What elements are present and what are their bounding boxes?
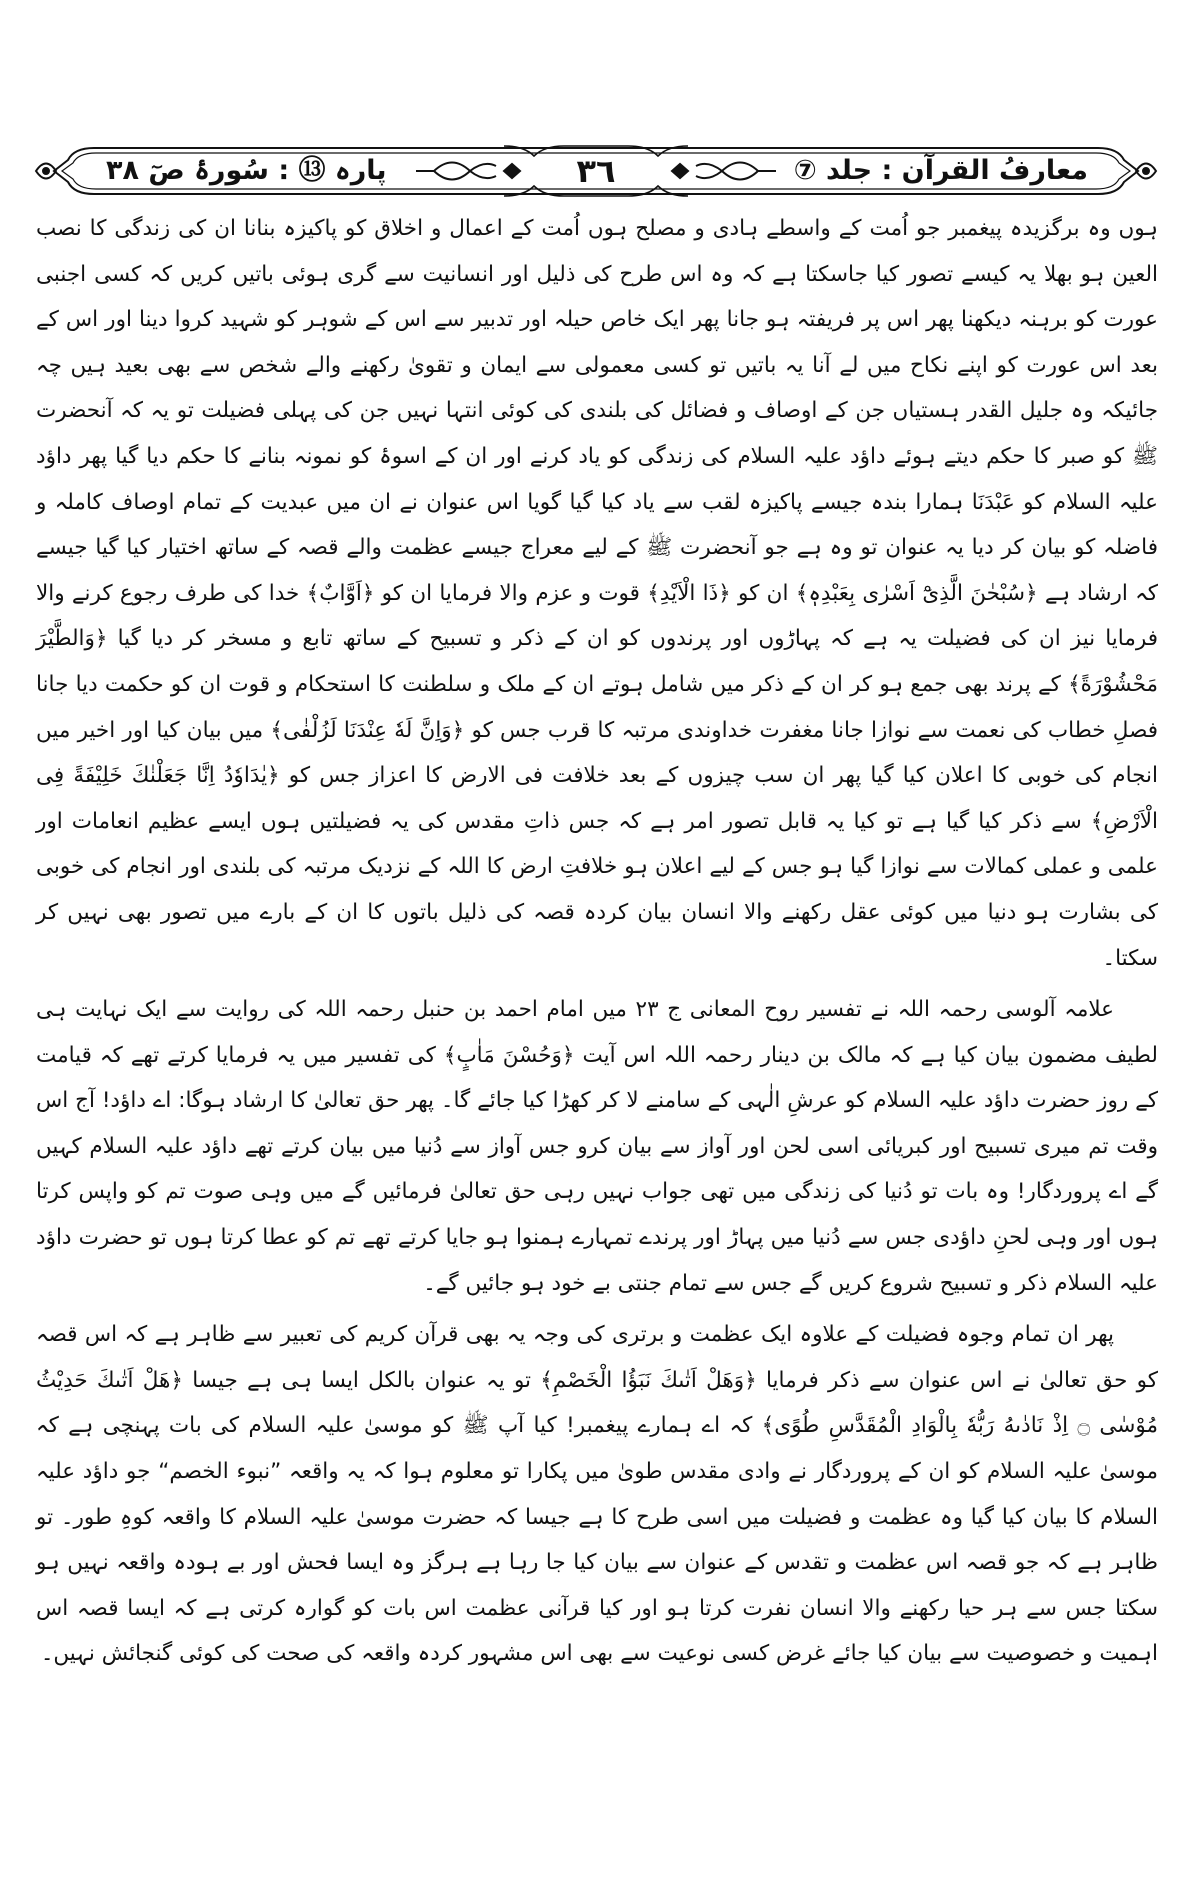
page-number: ۳٦ bbox=[576, 152, 616, 190]
book-title: معارفُ القرآن : جلد ⑦ bbox=[793, 155, 1088, 186]
paragraph-1: ہوں وہ برگزیدہ پیغمبر جو اُمت کے واسطے ہادی و مصلح ہوں اُمت کے اعمال و اخلاق کو پاکیزہ بنانا ان کی زندگی کا نصب العین ہو بھلا یہ کیسے تصور کیا جاسکتا ہے کہ وہ اس طرح کی ذلیل اور انسانیت سے گری ہوئی باتیں کریں کہ کسی اجنبی عورت کو برہنہ دیکھنا پھر اس پر فریفتہ ہو جانا پھر ایک خاص حیلہ اور تدبیر سے اس کے شوہر کو شہید کروا دینا اور اس کے بعد اس عورت کو اپنے نکاح میں لے آنا یہ باتیں تو کسی معمولی سے ایمان و تقویٰ رکھنے والے شخص سے بھی بعید ہیں چہ جائیکہ وہ جلیل القدر ہستیاں جن کے اوصاف و فضائل کی بلندی کی کوئی انتہا نہیں جن کی پہلی فضیلت تو یہ کہ آنحضرت ﷺ کو صبر کا حکم دیتے ہوئے داؤد علیہ السلام کی زندگی کو یاد کرنے اور ان کے اسوۂ کو نمونہ بنانے کا حکم دیا گیا پھر داؤد علیہ السلام کو عَبْدَنَا ہمارا بندہ جیسے پاکیزہ لقب سے یاد کیا گیا گویا اس عنوان نے ان میں عبدیت کے تمام اوصاف کاملہ و فاضلہ کو بیان کر دیا یہ عنوان تو وہ ہے جو آنحضرت ﷺ کے لیے معراج جیسے عظمت والے قصہ کے ساتھ اختیار کیا گیا جیسے کہ ارشاد ہے ﴿سُبْحٰنَ الَّذِیْٓ اَسْرٰی بِعَبْدِهٖ﴾ ان کو ﴿ذَا الْاَیْدِ﴾ قوت و عزم والا فرمایا ان کو ﴿اَوَّابٌ﴾ خدا کی طرف رجوع کرنے والا فرمایا نیز ان کی فضیلت یہ ہے کہ پہاڑوں اور پرندوں کو ان کے ذکر و تسبیح کے ساتھ تابع و مسخر کر دیا گیا ﴿وَالطَّیْرَ مَحْشُوْرَةً﴾ کے پرند بھی جمع ہو کر ان کے ذکر میں شامل ہوتے ان کے ملک و سلطنت کا استحکام و قوت ان کو حکمت دیا جانا فصلِ خطاب کی نعمت سے نوازا جانا مغفرت خداوندی مرتبہ کا قرب جس کو ﴿وَاِنَّ لَهٗ عِنْدَنَا لَزُلْفٰی﴾ میں بیان کیا اور اخیر میں انجام کی خوبی کا اعلان کیا گیا پھر ان سب چیزوں کے بعد خلافت فی الارض کا اعزاز جس کو ﴿یٰدَاوٗدُ اِنَّا جَعَلْنٰكَ خَلِیْفَةً فِی الْاَرْضِ﴾ سے ذکر کیا گیا ہے تو کیا یہ قابل تصور امر ہے کہ جس ذاتِ مقدس کی یہ فضیلتیں ہوں ایسے عظیم انعامات اور علمی و عملی کمالات سے نوازا گیا ہو جس کے لیے اعلان ہو خلافتِ ارض کا اللہ کے نزدیک مرتبہ کی بلندی اور انجام کی خوبی کی بشارت ہو دنیا میں کوئی عقل رکھنے والا انسان بیان کردہ قصہ کی ذلیل باتوں کا ان کے بارے میں تصور بھی نہیں کر سکتا۔ bbox=[36, 216, 1158, 971]
para-surah-label: پارہ ⑬ : سُورۂ صٓ ۳۸ bbox=[106, 155, 387, 186]
body-text bbox=[36, 206, 1158, 1677]
page-header bbox=[34, 140, 1158, 202]
paragraph-2: علامہ آلوسی رحمہ اللہ نے تفسیر روح المعانی ج ۲۳ میں امام احمد بن حنبل رحمہ اللہ کی روایت سے ایک نہایت ہی لطیف مضمون بیان کیا ہے کہ مالک بن دینار رحمہ اللہ اس آیت ﴿وَحُسْنَ مَاٰبٍ﴾ کی تفسیر میں یہ فرمایا کرتے تھے کہ قیامت کے روز حضرت داؤد علیہ السلام کو عرشِ الٰہی کے سامنے لا کر کھڑا کیا جائے گا۔ پھر حق تعالیٰ کا ارشاد ہوگا: اے داؤد! آج اس وقت تم میری تسبیح اور کبریائی اسی لحن اور آواز سے بیان کرو جس آواز سے دُنیا میں بیان کرتے تھے داؤد علیہ السلام کہیں گے اے پروردگار! وہ بات تو دُنیا کی زندگی میں تھی جواب نہیں رہی حق تعالیٰ فرمائیں گے میں وہی صوت تم کو واپس کرتا ہوں اور وہی لحنِ داؤدی جس سے دُنیا میں پہاڑ اور پرندے تمہارے ہمنوا ہو جایا کرتے تھے تم کو عطا کرتا ہوں تو حضرت داؤد علیہ السلام ذکر و تسبیح شروع کریں گے جس سے تمام جنتی بے خود ہو جائیں گے۔ bbox=[36, 997, 1158, 1296]
paragraph-3: پھر ان تمام وجوہ فضیلت کے علاوہ ایک عظمت و برتری کی وجہ یہ بھی قرآن کریم کی تعبیر سے ظاہر ہے کہ اس قصہ کو حق تعالیٰ نے اس عنوان سے ذکر فرمایا ﴿وَهَلْ اَتٰىكَ نَبَؤُا الْخَصْمِ﴾ تو یہ عنوان بالکل ایسا ہی ہے جیسا ﴿هَلْ اَتٰىكَ حَدِیْثُ مُوْسٰى ۝ اِذْ نَادٰىهُ رَبُّهٗ بِالْوَادِ الْمُقَدَّسِ طُوًى﴾ کہ اے ہمارے پیغمبر! کیا آپ ﷺ کو موسیٰ علیہ السلام کی بات پہنچی ہے کہ موسیٰ علیہ السلام کو ان کے پروردگار نے وادی مقدس طویٰ میں پکارا تو معلوم ہوا کہ یہ واقعہ ”نبوء الخصم“ جو داؤد علیہ السلام کا بیان کیا گیا وہ عظمت و فضیلت میں اسی طرح کا ہے جیسا کہ حضرت موسیٰ علیہ السلام کا واقعہ کوہِ طور۔ تو ظاہر ہے کہ جو قصہ اس عظمت و تقدس کے عنوان سے بیان کیا جا رہا ہے ہرگز وہ ایسا فحش اور بے ہودہ واقعہ نہیں ہو سکتا جس سے ہر حیا رکھنے والا انسان نفرت کرتا ہو اور کیا قرآنی عظمت اس بات کو گوارہ کرتی ہے کہ ایسا قصہ اس اہمیت و خصوصیت سے بیان کیا جائے غرض کسی نوعیت سے بھی اس مشہور کردہ واقعہ کی صحت کی کوئی گنجائش نہیں۔ bbox=[36, 1322, 1158, 1667]
